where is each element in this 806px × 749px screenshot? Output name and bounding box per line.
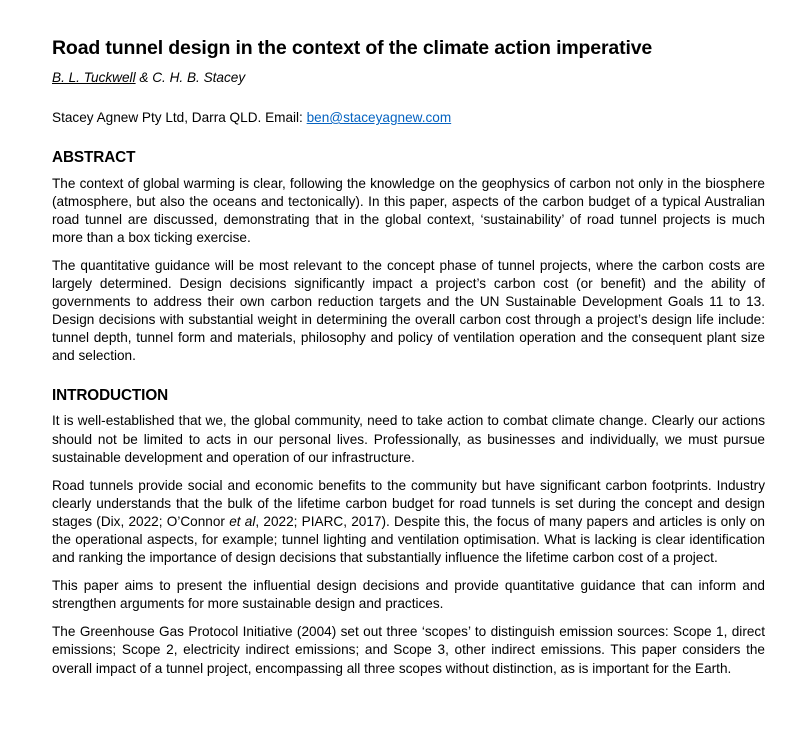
email-link[interactable]: ben@staceyagnew.com — [306, 110, 452, 126]
author-primary: B. L. Tuckwell — [52, 70, 136, 86]
citation-text-before: Road tunnels provide social and economic benefits to the community but have significant carbon footprints. Industry clearly understands that the bulk of the lifetime carbon budget for road tunnels is set during the concept and design stages (Dix, 2022; O’Connor — [52, 477, 765, 529]
introduction-paragraph-1: It is well-established that we, the global community, need to take action to combat climate change. Clearly our actions should not be limited to acts in our personal lives. Professionally, as businesses and individually, we must pursue sustainable development and operation of our infrastructure. — [52, 413, 765, 465]
author-line — [52, 69, 765, 87]
affiliation-text: Stacey Agnew Pty Ltd, Darra QLD. Email: — [52, 110, 307, 126]
page-title: Road tunnel design in the context of the climate action imperative — [52, 37, 653, 59]
heading-abstract: ABSTRACT — [52, 148, 136, 166]
affiliation-line — [52, 109, 765, 127]
introduction-paragraph-4: The Greenhouse Gas Protocol Initiative (2004) set out three ‘scopes’ to distinguish emission sources: Scope 1, direct emissions; Scope 2, electricity indirect emissions; and Scope 3, other indirect emissions. This paper considers the overall impact of a tunnel project, encompassing all three scopes without distinction, as is important for the Earth. — [52, 624, 765, 676]
heading-introduction: INTRODUCTION — [52, 386, 169, 404]
citation-et-al: et al — [229, 513, 256, 529]
citation-text-after: , 2022; PIARC, 2017). Despite this, the focus of many papers and articles is only on the operational aspects, for example; tunnel lighting and ventilation optimisation. What is lacking is clear identification and ranking the importance of design decisions that substantially influence the lifetime carbon cost of a project. — [52, 513, 765, 566]
introduction-paragraph-3: This paper aims to present the influential design decisions and provide quantitative guidance that can inform and strengthen arguments for more sustainable design and practices. — [52, 578, 765, 612]
abstract-paragraph-1: The context of global warming is clear, following the knowledge on the geophysics of carbon not only in the biosphere (atmosphere, but also the oceans and tectonically). In this paper, aspects of the carbon budget of a typical Australian road tunnel are discussed, demonstrating that in the global context, ‘sustainability’ of road tunnel projects is much more than a box ticking exercise. — [52, 175, 765, 245]
author-secondary: & C. H. B. Stacey — [135, 70, 246, 86]
abstract-paragraph-2: The quantitative guidance will be most relevant to the concept phase of tunnel projects, where the carbon costs are largely determined. Design decisions significantly impact a project’s carbon cost (or benefit) and the ability of governments to address their own carbon reduction targets and the UN Sustainable Development Goals 11 to 13. Design decisions with substantial weight in determining the overall carbon cost through a project’s design life include: tunnel depth, tunnel form and materials, philosophy and policy of ventilation operation and the consequent plant size and selection. — [52, 257, 765, 364]
introduction-paragraph-2 — [52, 477, 765, 567]
